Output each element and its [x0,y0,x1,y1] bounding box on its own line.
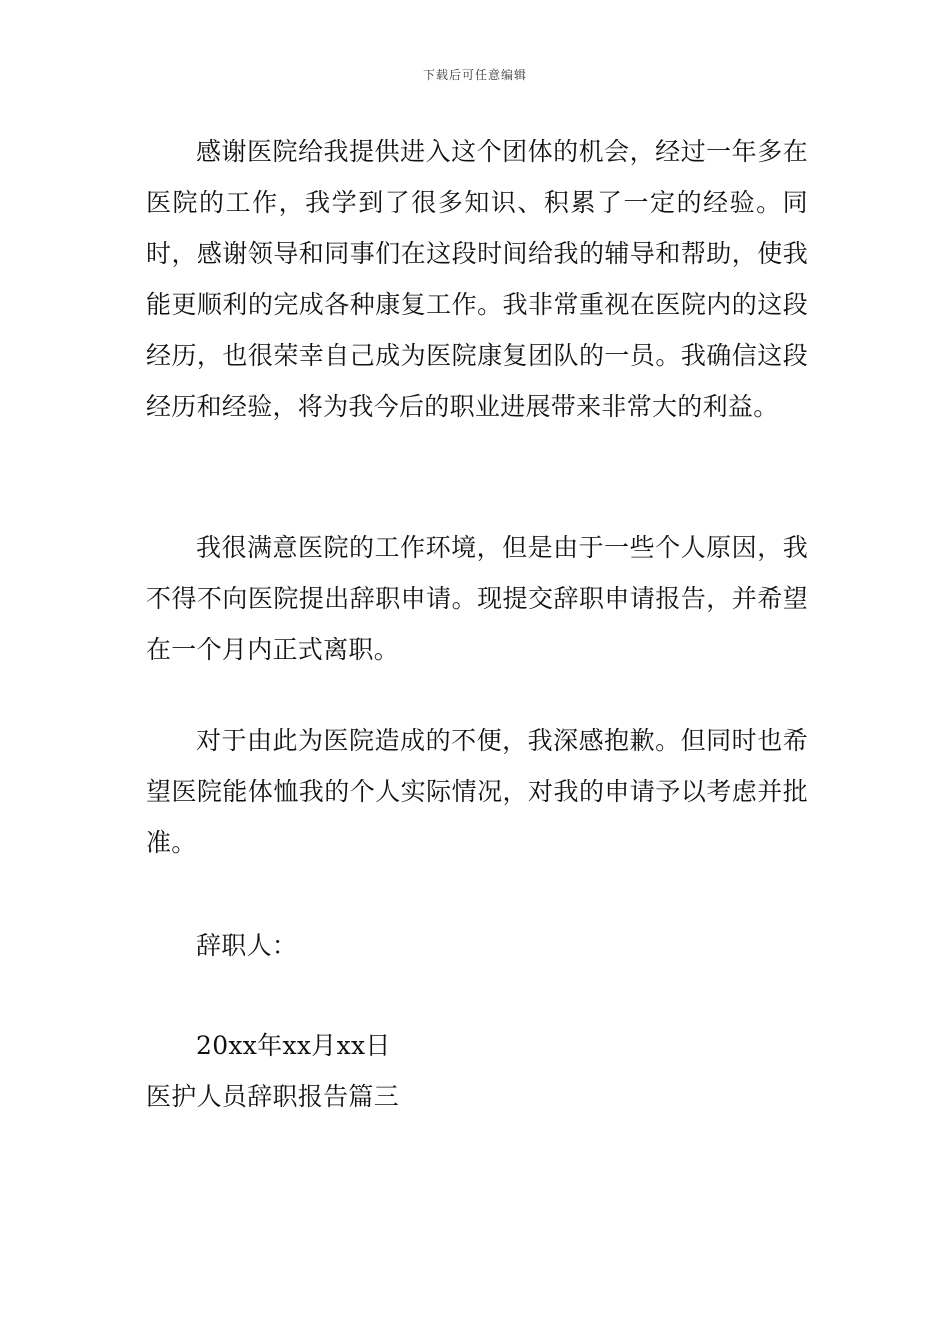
page-header-note: 下载后可任意编辑 [422,68,527,82]
paragraph-apology: 对于由此为医院造成的不便，我深感抱歉。但同时也希望医院能体恤我的个人实际情况，对我的申请予以考虑并批准。 [146,726,808,857]
date-line: 20xx年xx月xx日 [196,1031,391,1060]
paragraph-resignation-request: 我很满意医院的工作环境，但是由于一些个人原因，我不得不向医院提出辞职申请。现提交辞职申请报告，并希望在一个月内正式离职。 [146,533,808,664]
signature-label: 辞职人： [196,931,298,960]
paragraph-gratitude: 感谢医院给我提供进入这个团体的机会，经过一年多在医院的工作，我学到了很多知识、积累了一定的经验。同时，感谢领导和同事们在这段时间给我的辅导和帮助，使我能更顺利的完成各种康复工作。我非常重视在医院内的这段经历，也很荣幸自己成为医院康复团队的一员。我确信这段经历和经验，将为我今后的职业进展带来非常大的利益。 [146,137,808,421]
next-section-title: 医护人员辞职报告篇三 [146,1082,400,1111]
